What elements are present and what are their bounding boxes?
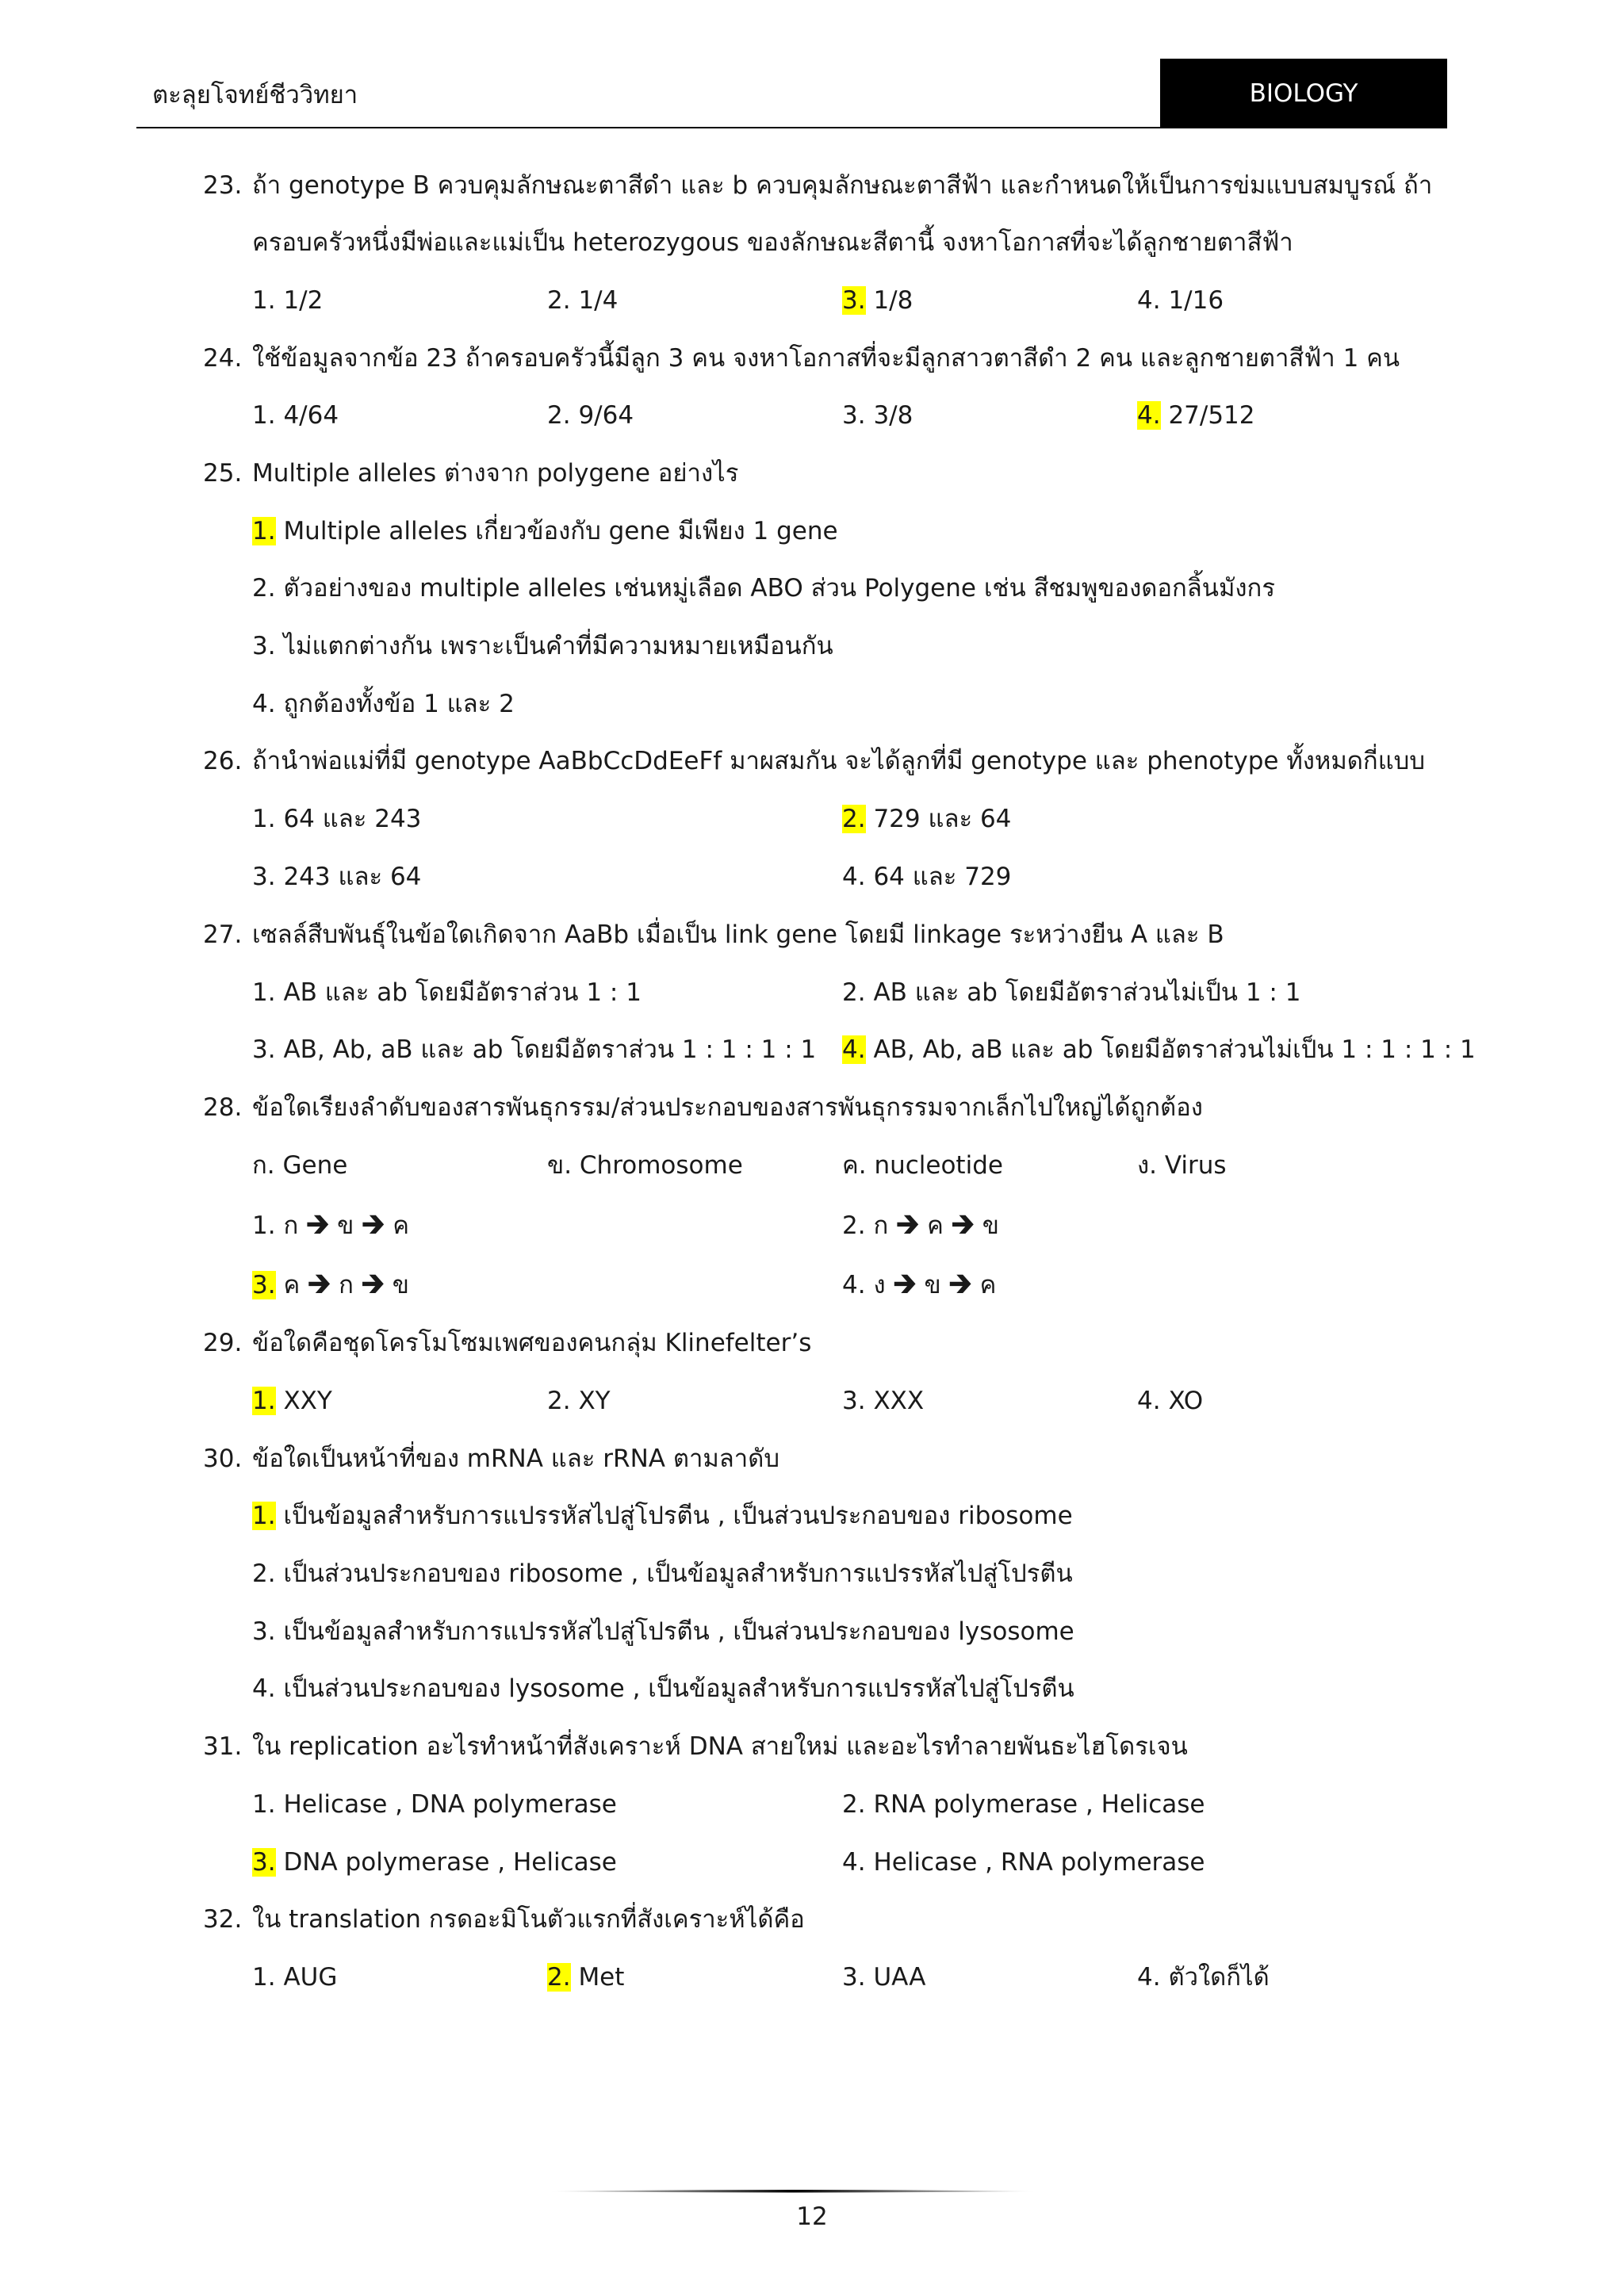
option-1[interactable]: 1. Helicase , DNA polymerase (252, 1790, 617, 1819)
option-1[interactable]: 1. AB และ ab โดยมีอัตราส่วน 1 : 1 (252, 978, 642, 1007)
option-3[interactable]: 3. UAA (842, 1963, 926, 1992)
option-2[interactable]: 2. ก 🡲 ค 🡲 ข (842, 1208, 999, 1241)
option-3[interactable]: 3. ค 🡲 ก 🡲 ข (252, 1268, 409, 1300)
option-1[interactable]: 1. AUG (252, 1963, 338, 1992)
option-4[interactable]: 4. Helicase , RNA polymerase (842, 1848, 1205, 1877)
answer-highlight: 4. (1137, 401, 1161, 430)
option-2[interactable]: 2. 729 และ 64 (842, 805, 1012, 833)
right-arrow-icon: 🡲 (893, 1268, 917, 1300)
option-3[interactable]: 3. XXX (842, 1387, 925, 1415)
answer-highlight: 4. (842, 1035, 866, 1064)
question-text: ครอบครัวหนึ่งมีพ่อและแม่เป็น heterozygous ของลักษณะสีตานี้ จงหาโอกาสที่จะได้ลูกชายตาสีฟ้า (252, 228, 1293, 257)
page-number: 12 (796, 2202, 828, 2231)
option-3[interactable]: 3. AB, Ab, aB และ ab โดยมีอัตราส่วน 1 : 1 : 1 : 1 (252, 1035, 817, 1064)
question-number: 28. (203, 1093, 243, 1122)
answer-highlight: 1. (252, 517, 276, 545)
question-text: ถ้า genotype B ควบคุมลักษณะตาสีดำ และ b ควบคุมลักษณะตาสีฟ้า และกำหนดให้เป็นการข่มแบบสมบูรณ์ ถ้า (252, 171, 1433, 200)
question-text: ใน translation กรดอะมิโนตัวแรกที่สังเคราะห์ได้คือ (252, 1905, 805, 1934)
item-virus: ง. Virus (1137, 1151, 1227, 1180)
question-number: 31. (203, 1732, 243, 1761)
option-3[interactable]: 3. 1/8 (842, 286, 914, 315)
answer-highlight: 3. (842, 286, 866, 315)
option-4[interactable]: 4. 1/16 (1137, 286, 1224, 315)
question-number: 25. (203, 459, 243, 488)
question-number: 27. (203, 920, 243, 949)
option-3[interactable]: 3. 3/8 (842, 401, 914, 430)
question-number: 29. (203, 1329, 243, 1357)
question-text: ใน replication อะไรทำหน้าที่สังเคราะห์ DNA สายใหม่ และอะไรทำลายพันธะไฮโดรเจน (252, 1732, 1188, 1761)
question-number: 23. (203, 171, 243, 200)
question-text: ข้อใดเรียงลำดับของสารพันธุกรรม/ส่วนประกอบของสารพันธุกรรมจากเล็กไปใหญ่ได้ถูกต้อง (252, 1093, 1203, 1122)
question-text: ข้อใดเป็นหน้าที่ของ mRNA และ rRNA ตามลาดับ (252, 1445, 780, 1473)
answer-highlight: 3. (252, 1848, 276, 1877)
option-2[interactable]: 2. AB และ ab โดยมีอัตราส่วนไม่เป็น 1 : 1 (842, 978, 1301, 1007)
question-text: ข้อใดคือชุดโครโมโซมเพศของคนกลุ่ม Klinefelter’s (252, 1329, 812, 1357)
right-arrow-icon: 🡲 (362, 1208, 385, 1241)
answer-highlight: 2. (547, 1963, 571, 1992)
right-arrow-icon: 🡲 (306, 1208, 330, 1241)
right-arrow-icon: 🡲 (896, 1208, 920, 1241)
option-3[interactable]: 3. 243 และ 64 (252, 863, 422, 891)
right-arrow-icon: 🡲 (948, 1268, 972, 1300)
question-text: เซลล์สืบพันธุ์ในข้อใดเกิดจาก AaBb เมื่อเป็น link gene โดยมี linkage ระหว่างยีน A และ B (252, 920, 1224, 949)
item-nucleotide: ค. nucleotide (842, 1151, 1003, 1180)
subject-badge: BIOLOGY (1160, 59, 1447, 128)
document-header-title: ตะลุยโจทย์ชีววิทยา (152, 81, 358, 109)
option-2[interactable]: 2. XY (547, 1387, 611, 1415)
answer-highlight: 3. (252, 1271, 276, 1299)
answer-highlight: 2. (842, 805, 866, 833)
option-4[interactable]: 4. 64 และ 729 (842, 863, 1012, 891)
option-4[interactable]: 4. 27/512 (1137, 401, 1255, 430)
header-divider (136, 127, 1447, 128)
option-1[interactable]: 1. ก 🡲 ข 🡲 ค (252, 1208, 409, 1241)
question-number: 30. (203, 1445, 243, 1473)
footer-divider (547, 2189, 1039, 2192)
option-4[interactable]: 4. ง 🡲 ข 🡲 ค (842, 1268, 997, 1300)
question-text: Multiple alleles ต่างจาก polygene อย่างไร (252, 459, 739, 488)
option-1[interactable]: 1. 1/2 (252, 286, 324, 315)
question-number: 26. (203, 747, 243, 775)
question-number: 32. (203, 1905, 243, 1934)
right-arrow-icon: 🡲 (361, 1268, 385, 1300)
question-text: ถ้านำพ่อแม่ที่มี genotype AaBbCcDdEeFf มาผสมกัน จะได้ลูกที่มี genotype และ phenotype ทั้งหมดกี่แบบ (252, 747, 1426, 775)
option-2[interactable]: 2. Met (547, 1963, 625, 1992)
item-chromosome: ข. Chromosome (547, 1151, 743, 1180)
question-number: 24. (203, 344, 243, 373)
option-2[interactable]: 2. 9/64 (547, 401, 634, 430)
option-1[interactable]: 1. XXY (252, 1387, 332, 1415)
option-2[interactable]: 2. RNA polymerase , Helicase (842, 1790, 1205, 1819)
question-text: ใช้ข้อมูลจากข้อ 23 ถ้าครอบครัวนี้มีลูก 3 คน จงหาโอกาสที่จะมีลูกสาวตาสีดำ 2 คน และลูกชายตาสีฟ้า 1 คน (252, 344, 1400, 373)
option-2[interactable]: 2. 1/4 (547, 286, 619, 315)
answer-highlight: 1. (252, 1502, 276, 1530)
right-arrow-icon: 🡲 (951, 1208, 975, 1241)
option-1[interactable]: 1. 64 และ 243 (252, 805, 422, 833)
item-gene: ก. Gene (252, 1151, 348, 1180)
option-1[interactable]: 1. 4/64 (252, 401, 339, 430)
option-4[interactable]: 4. ตัวใดก็ได้ (1137, 1963, 1270, 1992)
option-4[interactable]: 4. AB, Ab, aB และ ab โดยมีอัตราส่วนไม่เป็น 1 : 1 : 1 : 1 (842, 1035, 1476, 1064)
option-3[interactable]: 3. DNA polymerase , Helicase (252, 1848, 617, 1877)
option-4[interactable]: 4. XO (1137, 1387, 1204, 1415)
right-arrow-icon: 🡲 (308, 1268, 331, 1300)
answer-highlight: 1. (252, 1387, 276, 1415)
